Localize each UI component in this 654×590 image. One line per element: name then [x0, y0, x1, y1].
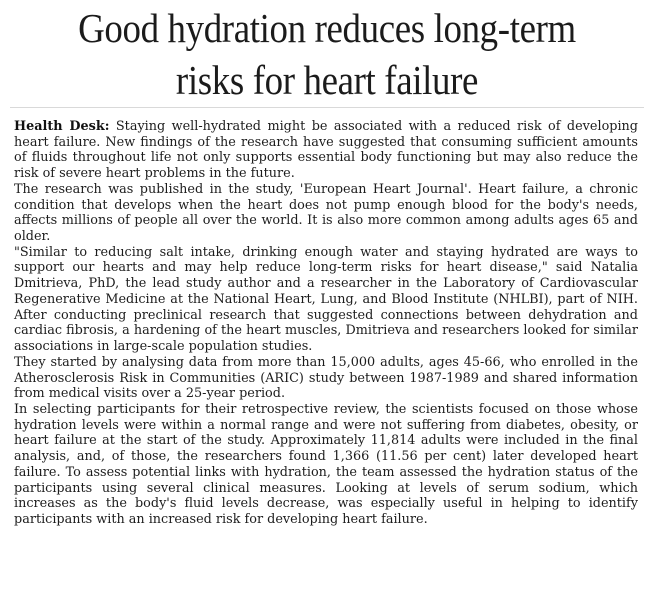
headline-line-1: Good hydration reduces long-term — [78, 5, 576, 51]
headline-divider — [10, 107, 644, 108]
lead-text: Staying well-hydrated might be associated with a reduced risk of developing heart failure. New findings of the research have suggested that consuming sufficient amounts of fluids throughout life not only supports essential body functioning but may also reduce the risk of severe heart problems in the future. — [14, 119, 638, 182]
dateline-label: Health Desk: — [14, 119, 110, 134]
headline-line-2: risks for heart failure — [175, 57, 479, 103]
paragraph-data: They started by analysing data from more than 15,000 adults, ages 45-66, who enrolled in the Atherosclerosis Risk in Communities (ARIC) study between 1987-1989 and shared information from medical visits over a 25-year period. — [14, 354, 638, 402]
paragraph-findings: In selecting participants for their retrospective review, the scientists focused on those whose hydration levels were within a normal range and were not suffering from diabetes, obesity, or heart failure at the start of the study. Approximately 11,814 adults were included in the final analysis, and, of those, the researchers found 1,366 (11.56 per cent) later developed heart failure. To assess potential links with hydration, the team assessed the hydration status of the participants using several clinical measures. Looking at levels of serum sodium, which increases as the body's fluid levels decrease, was especially useful in helping to identify participants with an increased risk for developing heart failure. — [14, 401, 638, 527]
paragraph-study: The research was published in the study, 'European Heart Journal'. Heart failure, a chronic condition that develops when the heart does not pump enough blood for the body's needs, affects millions of people all over the world. It is also more common among adults ages 65 and older. — [14, 181, 638, 245]
headline — [33, 2, 622, 106]
paragraph-quote: "Similar to reducing salt intake, drinking enough water and staying hydrated are ways to support our hearts and may help reduce long-term risks for heart disease," said Natalia Dmitrieva, PhD, the lead study author and a researcher in the Laboratory of Cardiovascular Regenerative Medicine at the National Heart, Lung, and Blood Institute (NHLBI), part of NIH. After conducting preclinical research that suggested connections between dehydration and cardiac fibrosis, a hardening of the heart muscles, Dmitrieva and researchers looked for similar associations in large-scale population studies. — [14, 244, 638, 355]
article-body — [14, 119, 638, 528]
lead-paragraph — [14, 119, 638, 182]
